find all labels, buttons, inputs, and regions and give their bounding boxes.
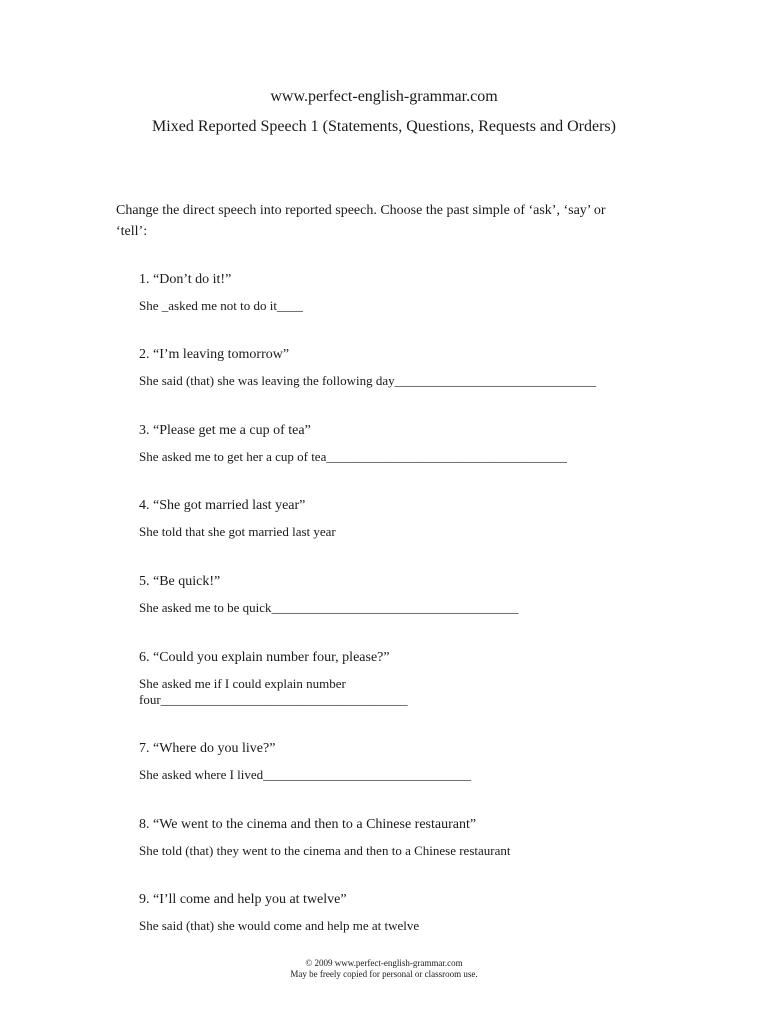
page-title: Mixed Reported Speech 1 (Statements, Questions, Requests and Orders) — [152, 118, 616, 135]
exercise-answer: She _asked me not to do it____ — [139, 298, 303, 313]
exercise-answer: She asked where I lived________________________________ — [139, 767, 472, 782]
exercise-prompt: 6. “Could you explain number four, please?” — [139, 650, 390, 665]
site-url: www.perfect-english-grammar.com — [270, 88, 498, 105]
footer-copyright: © 2009 www.perfect-english-grammar.com — [305, 958, 463, 968]
instructions: Change the direct speech into reported speech. Choose the past simple of ‘ask’, ‘say’ or ‘tell’: — [116, 203, 606, 239]
footer-license: May be freely copied for personal or classroom use. — [290, 969, 478, 979]
footer — [0, 958, 768, 980]
exercise-prompt: 5. “Be quick!” — [139, 574, 221, 589]
exercise-answer: She asked me to be quick______________________________________ — [139, 600, 519, 615]
exercise-answer: She told that she got married last year — [139, 524, 336, 539]
exercise-answer: She said (that) she was leaving the following day_______________________________ — [139, 373, 597, 388]
exercise-prompt: 1. “Don’t do it!” — [139, 272, 232, 287]
exercise-prompt: 2. “I’m leaving tomorrow” — [139, 347, 290, 362]
exercise-answer: She said (that) she would come and help me at twelve — [139, 918, 420, 933]
exercise-answer: She asked me to get her a cup of tea_____________________________________ — [139, 449, 567, 464]
exercise-prompt: 4. “She got married last year” — [139, 498, 306, 513]
exercise-answer: She told (that) they went to the cinema and then to a Chinese restaurant — [139, 843, 511, 858]
exercise-prompt: 7. “Where do you live?” — [139, 741, 276, 756]
exercise-prompt: 3. “Please get me a cup of tea” — [139, 423, 311, 438]
exercise-prompt: 8. “We went to the cinema and then to a Chinese restaurant” — [139, 817, 477, 832]
exercise-answer: She asked me if I could explain number four______________________________________ — [139, 676, 408, 707]
exercise-prompt: 9. “I’ll come and help you at twelve” — [139, 892, 347, 907]
